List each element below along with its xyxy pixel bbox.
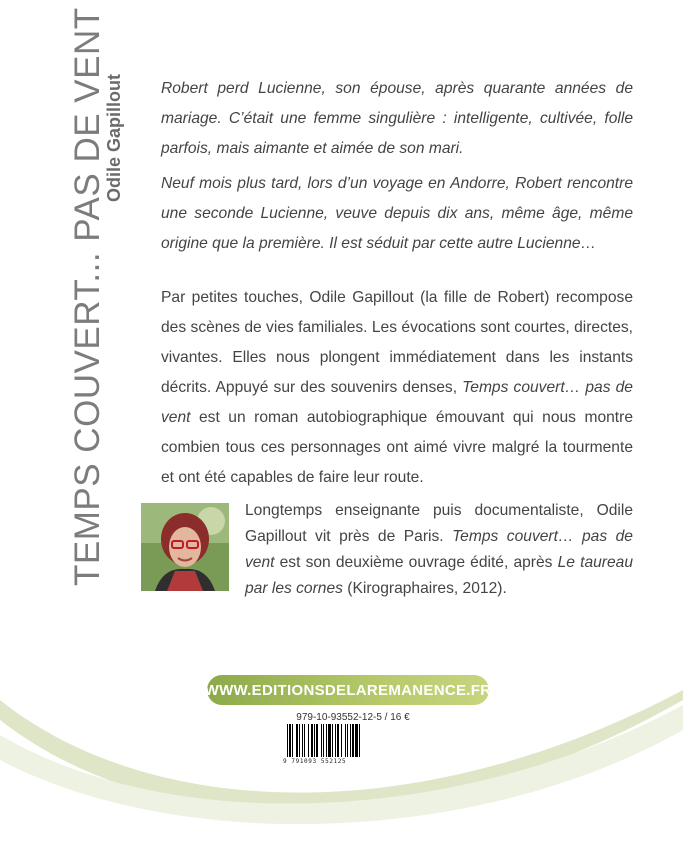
barcode-bar [289, 724, 291, 757]
p3-text-a: Par petites touches, Odile Gapillout (la fille de Robert) recompose des scènes de vies familiales. Les évocations sont courtes, directes, vivantes. Elles nous plongent immédiatement dans les instants décrits. Appuyé sur des souvenirs denses, [161, 289, 633, 396]
barcode-bar [287, 724, 288, 757]
barcode [283, 723, 391, 759]
barcode-bar [323, 724, 324, 757]
barcode-bar [345, 724, 346, 757]
spine-title: TEMPS COUVERT... PAS DE VENT [68, 7, 107, 586]
barcode-bar [335, 724, 336, 757]
bio-text-a: Longtemps enseignante puis documentaliste, Odile Gapillout vit près de Paris. [245, 502, 633, 545]
barcode-bar [299, 724, 300, 757]
barcode-bar [321, 724, 322, 757]
author-bio [245, 498, 633, 602]
bio-book-title-1: Temps couvert… pas de vent [245, 528, 633, 571]
isbn-price: 979-10-93552-12-5 / 16 € [296, 712, 410, 723]
synopsis-paragraph-1: Robert perd Lucienne, son épouse, après quarante années de mariage. C’était une femme singulière : intelligente, cultivée, folle parfois, mais aimante et aimée de son mari. [161, 80, 633, 157]
barcode-bar [359, 724, 360, 757]
barcode-bar [341, 724, 342, 757]
bio-text-b: est son deuxième ouvrage édité, après [274, 554, 558, 571]
barcode-bar [292, 724, 293, 757]
p3-book-title: Temps couvert… pas de vent [161, 379, 633, 426]
barcode-bar [308, 724, 309, 757]
p3-text-b: est un roman autobiographique émouvant qui nous montre combien tous ces personnages ont aimé vivre malgré la tourmente et ont été capables de faire leur route. [161, 409, 633, 486]
barcode-bar [314, 724, 315, 757]
publisher-website-link[interactable]: WWW.EDITIONSDELAREMANENCE.FR [207, 675, 489, 705]
barcode-bar [311, 724, 313, 757]
bio-text-c: (Kirographaires, 2012). [342, 580, 507, 597]
barcode-digits: 9 791093 552125 [283, 758, 347, 765]
barcode-bar [326, 724, 327, 757]
barcode-bar [355, 724, 358, 757]
barcode-bar [332, 724, 333, 757]
synopsis-paragraph-3 [161, 283, 633, 493]
author-photo [141, 503, 229, 591]
spine-author: Odile Gapillout [104, 73, 124, 202]
barcode-bar [347, 724, 348, 757]
barcode-bar [316, 724, 318, 757]
synopsis-paragraph-2: Neuf mois plus tard, lors d’un voyage en Andorre, Robert rencontre une seconde Lucienne, veuve depuis dix ans, même âge, même origine que la première. Il est séduit par cette autre Lucienne… [161, 175, 633, 252]
barcode-bar [352, 724, 354, 757]
barcode-bar [302, 724, 303, 757]
bio-book-title-2: Le taureau par les cornes [245, 554, 633, 597]
barcode-bar [350, 724, 351, 757]
barcode-bar [304, 724, 305, 757]
barcode-bar [296, 724, 298, 757]
barcode-bar [337, 724, 339, 757]
barcode-bar [328, 724, 331, 757]
